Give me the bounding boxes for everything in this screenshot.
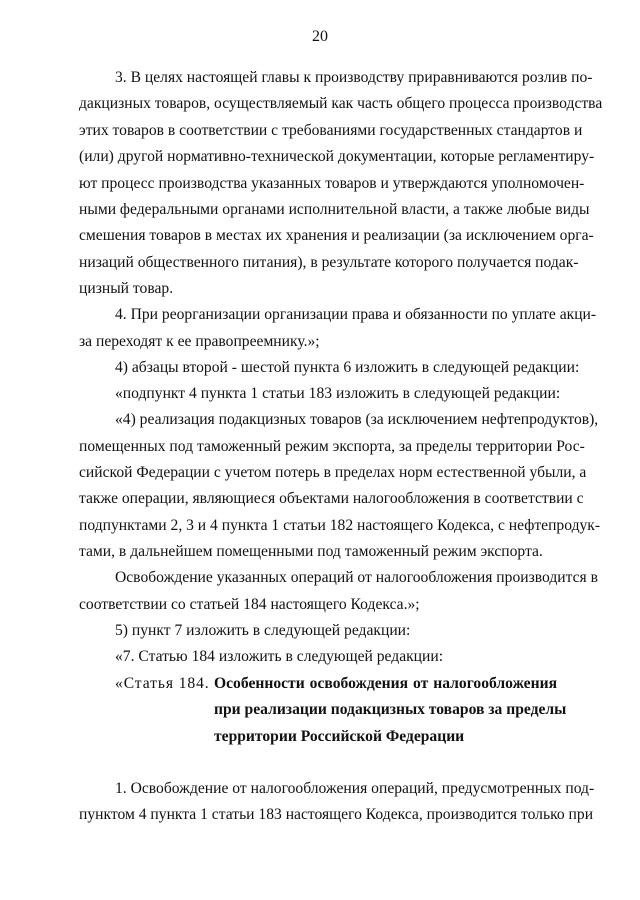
- page-number: 20: [312, 28, 328, 45]
- paragraph-line: этих товаров в соответствии с требованиями государственных стандартов и: [79, 122, 583, 139]
- article-label: «Статья 184.: [115, 675, 210, 692]
- paragraph-line: 4) абзацы второй - шестой пункта 6 изложить в следующей редакции:: [115, 359, 580, 376]
- paragraph-line: дакцизных товаров, осуществляемый как часть общего процесса производства: [79, 95, 603, 112]
- paragraph-line: подпунктами 2, 3 и 4 пункта 1 статьи 182 настоящего Кодекса, с нефтепродук-: [79, 517, 601, 534]
- paragraph-line: 3. В целях настоящей главы к производству приравниваются розлив по-: [115, 69, 593, 86]
- paragraph-line: (или) другой нормативно-технической документации, которые регламентиру-: [79, 148, 595, 165]
- paragraph-line: смешения товаров в местах их хранения и реализации (за исключением орга-: [79, 227, 594, 244]
- paragraph-line: «7. Статью 184 изложить в следующей редакции:: [115, 648, 444, 665]
- article-title-line: Особенности освобождения от налогообложения: [214, 675, 557, 692]
- article-title-line: территории Российской Федерации: [214, 728, 465, 745]
- paragraph-line: низаций общественного питания), в результате которого получается подак-: [79, 254, 579, 271]
- paragraph-line: «подпункт 4 пункта 1 статьи 183 изложить в следующей редакции:: [115, 385, 561, 402]
- paragraph-line: цизный товар.: [79, 280, 174, 297]
- paragraph-line: сийской Федерации с учетом потерь в пределах норм естественной убыли, а: [79, 464, 587, 481]
- paragraph-line: 1. Освобождение от налогообложения операций, предусмотренных под-: [115, 780, 595, 797]
- paragraph-line: пунктом 4 пункта 1 статьи 183 настоящего Кодекса, производится только при: [79, 806, 594, 823]
- paragraph-line: помещенных под таможенный режим экспорта, за пределы территории Рос-: [79, 438, 585, 455]
- paragraph-line: Освобождение указанных операций от налогообложения производится в: [115, 569, 598, 586]
- paragraph-line: соответствии со статьей 184 настоящего Кодекса.»;: [79, 596, 420, 613]
- paragraph-line: тами, в дальнейшем помещенными под таможенный режим экспорта.: [79, 543, 543, 560]
- paragraph-line: также операции, являющиеся объектами налогообложения в соответствии с: [79, 490, 584, 507]
- paragraph-line: «4) реализация подакцизных товаров (за исключением нефтепродуктов),: [115, 411, 599, 428]
- paragraph-line: ют процесс производства указанных товаров и утверждаются уполномочен-: [79, 175, 585, 192]
- paragraph-line: 4. При реорганизации организации права и обязанности по уплате акци-: [115, 306, 597, 323]
- article-title-line: при реализации подакцизных товаров за пределы: [214, 701, 567, 718]
- paragraph-line: 5) пункт 7 изложить в следующей редакции:: [115, 622, 411, 639]
- paragraph-line: за переходят к ее правопреемнику.»;: [79, 333, 320, 350]
- paragraph-line: ными федеральными органами исполнительной власти, а также любые виды: [79, 201, 590, 218]
